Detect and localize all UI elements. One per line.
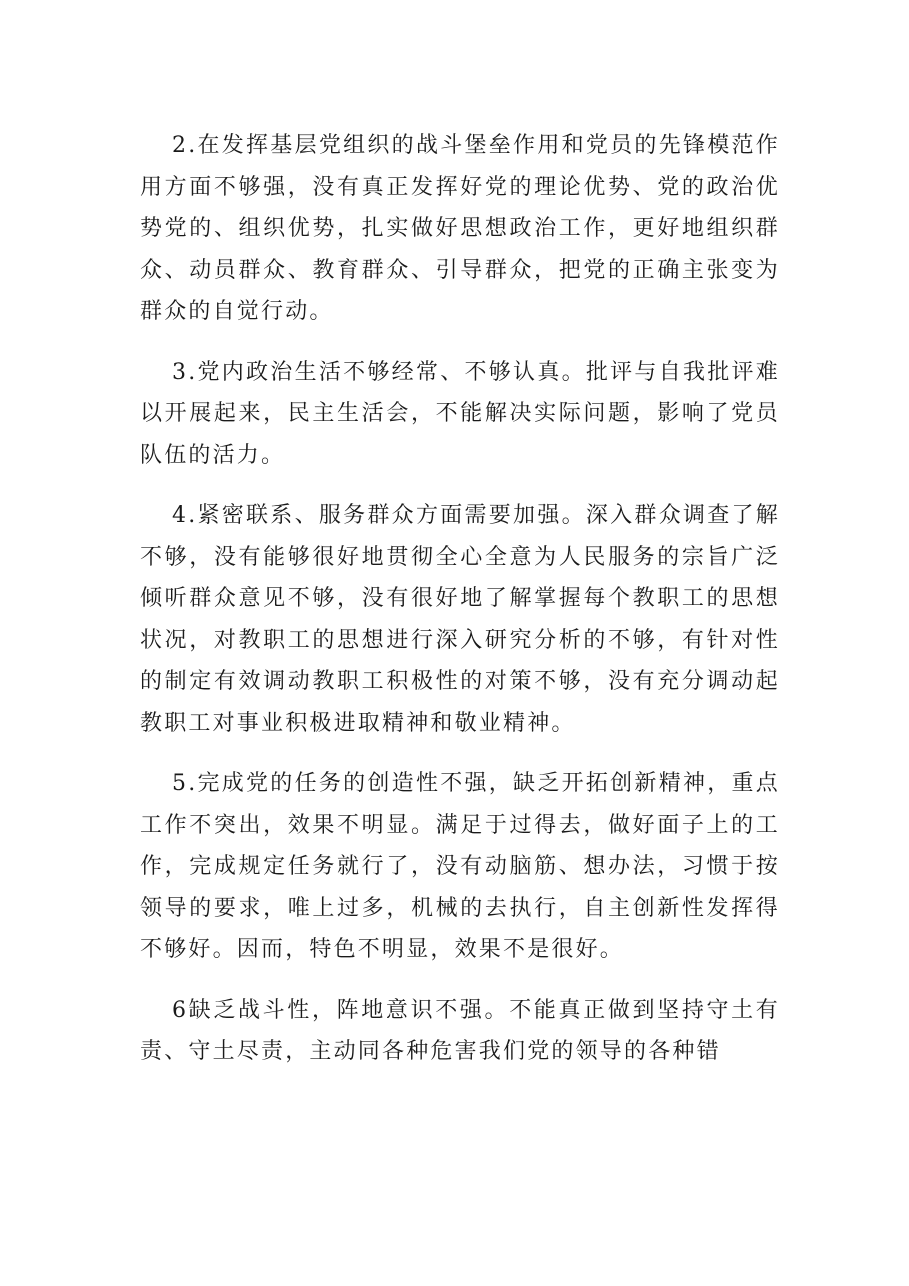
paragraph-2: 2.在发挥基层党组织的战斗堡垒作用和党员的先锋模范作用方面不够强，没有真正发挥好党的理论优势、党的政治优势党的、组织优势，扎实做好思想政治工作，更好地组织群众、动员群众、教育群众、引导群众，把党的正确主张变为群众的自觉行动。: [140, 133, 780, 324]
paragraph-3: 3.党内政治生活不够经常、不够认真。批评与自我批评难以开展起来，民主生活会，不能解决实际问题，影响了党员队伍的活力。: [140, 359, 780, 468]
paragraph-5: 5.完成党的任务的创造性不强，缺乏开拓创新精神，重点工作不突出，效果不明显。满足于过得去，做好面子上的工作，完成规定任务就行了，没有动脑筋、想办法，习惯于按领导的要求，唯上过多，机械的去执行，自主创新性发挥得不够好。因而，特色不明显，效果不是很好。: [140, 771, 780, 962]
document-body: [140, 125, 780, 1092]
paragraph-6: 6缺乏战斗性，阵地意识不强。不能真正做到坚持守土有责、守土尽责，主动同各种危害我们党的领导的各种错: [140, 997, 780, 1064]
paragraph-4: 4.紧密联系、服务群众方面需要加强。深入群众调查了解不够，没有能够很好地贯彻全心全意为人民服务的宗旨广泛倾听群众意见不够，没有很好地了解掌握每个教职工的思想状况，对教职工的思想进行深入研究分析的不够，有针对性的制定有效调动教职工积极性的对策不够，没有充分调动起教职工对事业积极进取精神和敬业精神。: [140, 503, 780, 736]
